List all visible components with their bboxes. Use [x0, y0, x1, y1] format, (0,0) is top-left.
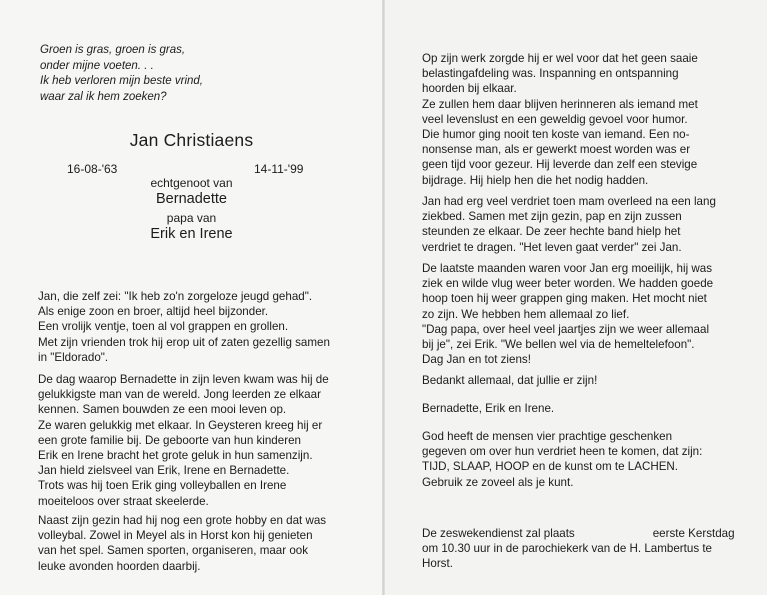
text-line	[422, 526, 735, 541]
children-label: papa van	[166, 211, 217, 225]
paragraph-youth	[38, 289, 330, 365]
text-line: God heeft de mensen vier prachtige geschenken	[422, 430, 673, 443]
birth-date: 16-08-'63	[67, 162, 118, 176]
text-line: volleybal. Zowel in Meyel als in Horst kon hij genieten	[38, 529, 313, 543]
text-line: Met zijn vrienden trok hij erop uit of zaten gezellig samen	[38, 335, 330, 349]
text-line: in "Eldorado".	[38, 350, 109, 364]
text-line: Horst.	[422, 557, 453, 571]
text-line: Jan hield zielsveel van Erik, Irene en Bernadette.	[38, 464, 290, 478]
service-text-end: eerste Kerstdag	[652, 527, 735, 540]
text-line: verdriet te dragen. "Het leven gaat verder" zei Jan.	[422, 240, 682, 254]
spouse-name: Bernadette	[156, 191, 227, 207]
death-date: 14-11-'99	[254, 162, 304, 176]
paragraph-service	[422, 526, 735, 572]
text-line: een grote familie bij. De geboorte van hun kinderen	[38, 433, 301, 447]
text-line: Jan had erg veel verdriet toen mam overleed na een lang	[422, 195, 716, 208]
text-line: hoorden bij elkaar.	[422, 82, 517, 96]
text-line: Bernadette, Erik en Irene.	[422, 402, 555, 415]
text-line: Naast zijn gezin had hij nog een grote hobby en dat was	[38, 514, 327, 527]
opening-poem	[40, 43, 203, 105]
text-line: Ze zullen hem daar blijven herinneren als iemand met	[422, 97, 698, 111]
text-line: hoop toen hij weer grappen ging maken. Het mocht niet	[422, 292, 707, 306]
text-line: bij je", zei Erik. "We bellen wel via de hemeltelefoon".	[422, 338, 695, 352]
text-line: "Dag papa, over heel veel jaartjes zijn we weer allemaal	[422, 322, 710, 336]
text-line: De dag waarop Bernadette in zijn leven kwam was hij de	[38, 373, 329, 386]
text-line: Op zijn werk zorgde hij er wel voor dat het geen saaie	[422, 52, 698, 65]
poem-line: Ik heb verloren mijn beste vrind,	[40, 75, 203, 87]
text-line: Ze waren gelukkig met elkaar. In Geysteren kreeg hij er	[38, 418, 323, 432]
text-line: ziekbed. Samen met zijn gezin, pap en zijn zussen	[422, 210, 682, 224]
text-line: om 10.30 uur in de parochiekerk van de H. Lambertus te	[422, 542, 713, 556]
text-line: veel levenslust en een geweldig gevoel voor humor.	[422, 112, 688, 126]
text-line: kennen. Samen bouwden ze een mooi leven op.	[38, 403, 287, 417]
text-line: leuke avonden hoorden daarbij.	[38, 559, 201, 573]
text-line: belastingafdeling was. Inspanning en ontspanning	[422, 67, 679, 81]
paragraph-work	[422, 51, 698, 188]
children-names: Erik en Irene	[150, 226, 233, 242]
paragraph-volleyball	[38, 513, 326, 574]
text-line: Gebruik ze zoveel als je kunt.	[422, 475, 574, 489]
redacted-date	[575, 528, 653, 539]
text-line: zo zijn. We hebben hem allemaal zo lief.	[422, 307, 630, 321]
paragraph-signature	[422, 401, 554, 416]
text-line: Bedankt allemaal, dat jullie er zijn!	[422, 374, 598, 387]
text-line: Jan, die zelf zei: "Ik heb zo'n zorgeloze jeugd gehad".	[38, 290, 313, 303]
text-line: Trots was hij toen Erik ging volleyballen en Irene	[38, 479, 287, 493]
text-line: geen tijd voor gezeur. Hij leverde dan zelf een stevige	[422, 158, 698, 172]
card-fold	[382, 0, 385, 595]
spouse-label: echtgenoot van	[150, 176, 233, 190]
text-line: bijdrage. Hij hielp hen die het nodig hadden.	[422, 173, 649, 187]
text-line: gelukkigste man van de wereld. Jong leerden ze elkaar	[38, 388, 321, 402]
text-line: gegeven om over hun verdriet heen te komen, dat zijn:	[422, 445, 703, 459]
deceased-name: Jan Christiaens	[129, 130, 254, 150]
poem-line: Groen is gras, groen is gras,	[40, 44, 186, 56]
paragraph-family	[38, 372, 329, 509]
text-line: steunden ze elkaar. De zeer hechte band hielp het	[422, 225, 681, 239]
poem-line: onder mijne voeten. . .	[40, 59, 154, 72]
text-line: van het spel. Samen sporten, organiseren, maar ook	[38, 544, 309, 558]
text-line: nonsense man, als er gewerkt moest worden was er	[422, 143, 691, 157]
text-line: moeiteloos over straat skeelerde.	[38, 494, 209, 508]
paragraph-last-months	[422, 261, 713, 367]
text-line: De laatste maanden waren voor Jan erg moeilijk, hij was	[422, 262, 712, 275]
text-line: Erik en Irene bracht het grote geluk in hun samenzijn.	[38, 449, 313, 463]
text-line: Dag Jan en tot ziens!	[422, 353, 531, 367]
paragraph-thanks	[422, 373, 597, 388]
paragraph-mother	[422, 194, 716, 255]
text-line: Een vrolijk ventje, toen al vol grappen en grollen.	[38, 320, 289, 334]
text-line: Als enige zoon en broer, altijd heel bijzonder.	[38, 305, 269, 319]
text-line: Die humor ging nooit ten koste van iemand. Een no-	[422, 128, 690, 142]
paragraph-gifts	[422, 429, 702, 490]
poem-line: waar zal ik hem zoeken?	[40, 90, 167, 103]
text-line: ziek en wilde vlug weer beter worden. We hadden goede	[422, 277, 714, 291]
service-text-start: De zeswekendienst zal plaats	[422, 527, 575, 540]
text-line: TIJD, SLAAP, HOOP en de kunst om te LACHEN.	[422, 460, 679, 474]
